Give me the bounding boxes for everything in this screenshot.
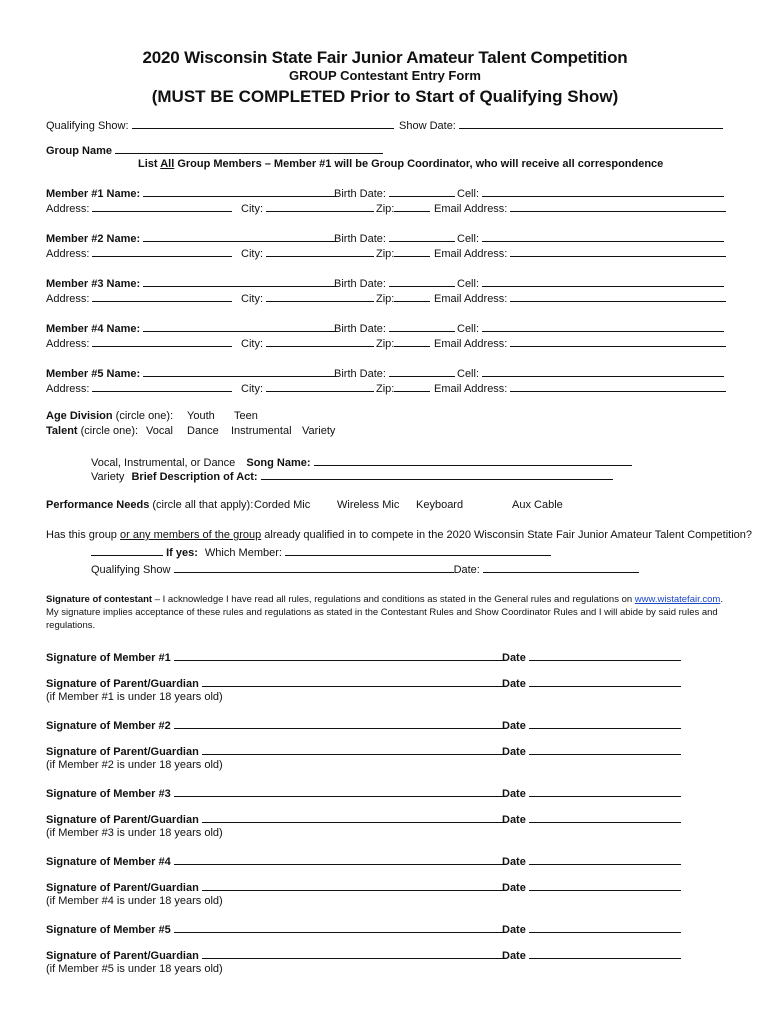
member-date-row — [502, 922, 681, 936]
member-signature-label: Signature of Member #5 — [46, 924, 171, 936]
show-date-field[interactable] — [459, 118, 723, 129]
email-label: Email Address: — [434, 293, 508, 305]
description-label: Brief Description of Act: — [131, 471, 258, 483]
zip-field[interactable] — [394, 291, 430, 302]
email-row — [434, 336, 726, 351]
need-option-aux-cable[interactable]: Aux Cable — [512, 499, 563, 511]
talent-option-dance[interactable]: Dance — [187, 425, 219, 437]
email-field[interactable] — [510, 336, 726, 347]
address-label: Address: — [46, 338, 90, 350]
city-row — [241, 201, 374, 216]
email-row — [434, 291, 726, 306]
which-member-label: Which Member: — [204, 547, 282, 559]
address-row — [46, 381, 232, 396]
qualifying-show-row — [46, 118, 394, 133]
qualifying-show-label: Qualifying Show: — [46, 120, 129, 132]
group-name-row — [46, 143, 383, 158]
birth-date-label: Birth Date: — [334, 368, 386, 380]
which-member-field[interactable] — [285, 545, 551, 556]
address-label: Address: — [46, 383, 90, 395]
need-option-corded-mic[interactable]: Corded Mic — [254, 499, 311, 511]
member-name-row — [46, 186, 337, 201]
guardian-date-label: Date — [502, 814, 526, 826]
email-field[interactable] — [510, 291, 726, 302]
email-row — [434, 201, 726, 216]
song-name-field[interactable] — [314, 455, 632, 466]
guardian-signature-row — [46, 948, 506, 962]
member-signature-field[interactable] — [174, 854, 504, 865]
email-field[interactable] — [510, 201, 726, 212]
cell-row — [457, 231, 724, 246]
zip-field[interactable] — [394, 246, 430, 257]
age-option-teen[interactable]: Teen — [234, 410, 258, 422]
talent-option-variety[interactable]: Variety — [302, 425, 336, 437]
member-name-label: Member #4 Name: — [46, 323, 141, 335]
age-division-label: Age Division — [46, 410, 113, 422]
birth-date-row — [334, 231, 455, 246]
description-field[interactable] — [261, 469, 613, 480]
zip-field[interactable] — [394, 381, 430, 392]
member-name-field[interactable] — [143, 231, 337, 242]
member-date-label: Date — [502, 720, 526, 732]
cell-field[interactable] — [482, 366, 724, 377]
address-row — [46, 336, 232, 351]
guardian-date-field[interactable] — [529, 676, 681, 687]
city-label: City: — [241, 248, 263, 260]
birth-date-row — [334, 276, 455, 291]
talent-option-vocal[interactable]: Vocal — [146, 425, 173, 437]
member-signature-row — [46, 922, 504, 936]
group-name-label: Group Name — [46, 145, 113, 157]
email-label: Email Address: — [434, 248, 508, 260]
city-field[interactable] — [266, 291, 374, 302]
member-date-field[interactable] — [529, 922, 681, 933]
address-field[interactable] — [92, 336, 232, 347]
zip-row — [376, 381, 430, 396]
cell-label: Cell: — [457, 233, 480, 245]
guardian-signature-field[interactable] — [202, 948, 506, 959]
member-date-row — [502, 718, 681, 732]
guardian-date-row — [502, 676, 681, 690]
member-name-row — [46, 321, 337, 336]
cell-field[interactable] — [482, 321, 724, 332]
address-label: Address: — [46, 248, 90, 260]
birth-date-field[interactable] — [389, 366, 455, 377]
guardian-signature-row — [46, 676, 506, 690]
cell-row — [457, 366, 724, 381]
guardian-signature-label: Signature of Parent/Guardian — [46, 678, 199, 690]
zip-label: Zip: — [376, 293, 395, 305]
guardian-signature-field[interactable] — [202, 880, 506, 891]
prior-date-field[interactable] — [483, 562, 639, 573]
birth-date-field[interactable] — [389, 231, 455, 242]
birth-date-label: Birth Date: — [334, 233, 386, 245]
address-row — [46, 201, 232, 216]
city-field[interactable] — [266, 246, 374, 257]
address-label: Address: — [46, 203, 90, 215]
email-row — [434, 381, 726, 396]
member-signature-label: Signature of Member #1 — [46, 652, 171, 664]
guardian-date-label: Date — [502, 746, 526, 758]
zip-label: Zip: — [376, 383, 395, 395]
cell-field[interactable] — [482, 186, 724, 197]
member-date-row — [502, 786, 681, 800]
guardian-signature-row — [46, 880, 506, 894]
member-signature-label: Signature of Member #4 — [46, 856, 171, 868]
cell-field[interactable] — [482, 276, 724, 287]
wistatefair-link[interactable]: www.wistatefair.com — [634, 594, 721, 605]
birth-date-field[interactable] — [389, 186, 455, 197]
guardian-signature-label: Signature of Parent/Guardian — [46, 814, 199, 826]
group-name-field[interactable] — [115, 143, 383, 154]
member-name-label: Member #1 Name: — [46, 188, 141, 200]
member-date-field[interactable] — [529, 718, 681, 729]
city-row — [241, 291, 374, 306]
guardian-signature-field[interactable] — [202, 676, 506, 687]
cell-row — [457, 321, 724, 336]
show-date-label: Show Date: — [399, 120, 456, 132]
guardian-signature-label: Signature of Parent/Guardian — [46, 882, 199, 894]
email-label: Email Address: — [434, 338, 508, 350]
member-name-row — [46, 366, 337, 381]
city-label: City: — [241, 383, 263, 395]
guardian-signature-label: Signature of Parent/Guardian — [46, 746, 199, 758]
city-label: City: — [241, 203, 263, 215]
birth-date-label: Birth Date: — [334, 278, 386, 290]
zip-label: Zip: — [376, 338, 395, 350]
guardian-date-field[interactable] — [529, 744, 681, 755]
member-date-label: Date — [502, 788, 526, 800]
guardian-signature-field[interactable] — [202, 744, 506, 755]
email-field[interactable] — [510, 246, 726, 257]
age-division-row: Age Division (circle one): — [46, 410, 174, 422]
birth-date-label: Birth Date: — [334, 323, 386, 335]
member-date-label: Date — [502, 652, 526, 664]
birth-date-row — [334, 186, 455, 201]
birth-date-field[interactable] — [389, 321, 455, 332]
address-field[interactable] — [92, 291, 232, 302]
email-label: Email Address: — [434, 203, 508, 215]
song-name-row: Vocal, Instrumental, or Dance Song Name: — [91, 455, 632, 470]
member-name-field[interactable] — [143, 276, 337, 287]
guardian-date-label: Date — [502, 950, 526, 962]
cell-row — [457, 186, 724, 201]
if-yes-row — [91, 545, 551, 560]
address-row — [46, 291, 232, 306]
guardian-note: (if Member #2 is under 18 years old) — [46, 759, 223, 771]
zip-row — [376, 291, 430, 306]
guardian-note: (if Member #3 is under 18 years old) — [46, 827, 223, 839]
zip-field[interactable] — [394, 336, 430, 347]
list-members-instruction: List All Group Members – Member #1 will be Group Coordinator, who will receive all correspondence — [138, 158, 664, 170]
song-name-label: Song Name: — [246, 457, 311, 469]
zip-label: Zip: — [376, 203, 395, 215]
member-signature-row — [46, 854, 504, 868]
city-field[interactable] — [266, 201, 374, 212]
member-name-label: Member #5 Name: — [46, 368, 141, 380]
member-signature-row — [46, 786, 504, 800]
show-date-row — [399, 118, 723, 133]
member-signature-label: Signature of Member #2 — [46, 720, 171, 732]
member-date-field[interactable] — [529, 650, 681, 661]
performance-needs-label: Performance Needs — [46, 499, 150, 511]
member-date-row — [502, 854, 681, 868]
zip-label: Zip: — [376, 248, 395, 260]
guardian-signature-row — [46, 812, 506, 826]
member-date-field[interactable] — [529, 854, 681, 865]
guardian-signature-row — [46, 744, 506, 758]
guardian-date-label: Date — [502, 678, 526, 690]
zip-row — [376, 246, 430, 261]
zip-row — [376, 201, 430, 216]
city-row — [241, 381, 374, 396]
member-name-row — [46, 231, 337, 246]
age-option-youth[interactable]: Youth — [187, 410, 215, 422]
description-row: Variety Brief Description of Act: — [91, 469, 613, 484]
member-date-field[interactable] — [529, 786, 681, 797]
qualified-question: Has this group or any members of the group already qualified in to compete in the 2020 Wisconsin State Fair Junior Amateur Talent Competition? — [46, 529, 753, 541]
cell-label: Cell: — [457, 188, 480, 200]
signature-acknowledgement: Signature of contestant – I acknowledge I have read all rules, regulations and conditions as stated in the General rules and regulations on www.wistatefair.com. My signature implies acceptance of these rules and regulations as stated in the Contestant Rules and Show Coordinator Rules and I will abide by said rules and regulations. — [46, 594, 723, 631]
member-signature-row — [46, 718, 504, 732]
email-row — [434, 246, 726, 261]
guardian-signature-field[interactable] — [202, 812, 506, 823]
address-field[interactable] — [92, 246, 232, 257]
prior-date-label: Date: — [453, 564, 480, 576]
talent-row: Talent (circle one): — [46, 425, 139, 437]
prior-qualifying-row — [91, 562, 639, 577]
city-field[interactable] — [266, 336, 374, 347]
if-yes-label: If yes: — [166, 547, 198, 559]
member-name-field[interactable] — [143, 366, 337, 377]
member-date-row — [502, 650, 681, 664]
member-date-label: Date — [502, 856, 526, 868]
need-option-wireless-mic[interactable]: Wireless Mic — [337, 499, 400, 511]
guardian-date-row — [502, 880, 681, 894]
email-label: Email Address: — [434, 383, 508, 395]
address-field[interactable] — [92, 381, 232, 392]
member-signature-field[interactable] — [174, 922, 504, 933]
talent-label: Talent — [46, 425, 78, 437]
cell-field[interactable] — [482, 231, 724, 242]
cell-label: Cell: — [457, 368, 480, 380]
member-name-row — [46, 276, 337, 291]
cell-label: Cell: — [457, 323, 480, 335]
member-signature-row — [46, 650, 504, 664]
performance-needs-row: Performance Needs (circle all that apply): — [46, 499, 254, 511]
guardian-signature-label: Signature of Parent/Guardian — [46, 950, 199, 962]
guardian-note: (if Member #5 is under 18 years old) — [46, 963, 223, 975]
member-signature-field[interactable] — [174, 718, 504, 729]
city-row — [241, 246, 374, 261]
guardian-date-field[interactable] — [529, 880, 681, 891]
city-label: City: — [241, 338, 263, 350]
zip-field[interactable] — [394, 201, 430, 212]
email-field[interactable] — [510, 381, 726, 392]
cell-row — [457, 276, 724, 291]
address-field[interactable] — [92, 201, 232, 212]
city-label: City: — [241, 293, 263, 305]
form-subtitle: GROUP Contestant Entry Form — [289, 68, 481, 83]
city-row — [241, 336, 374, 351]
form-notice: (MUST BE COMPLETED Prior to Start of Qualifying Show) — [151, 87, 619, 106]
city-field[interactable] — [266, 381, 374, 392]
birth-date-label: Birth Date: — [334, 188, 386, 200]
cell-label: Cell: — [457, 278, 480, 290]
form-title: 2020 Wisconsin State Fair Junior Amateur Talent Competition — [142, 48, 628, 67]
guardian-date-field[interactable] — [529, 948, 681, 959]
member-signature-field[interactable] — [174, 786, 504, 797]
guardian-date-row — [502, 744, 681, 758]
address-row — [46, 246, 232, 261]
member-name-label: Member #2 Name: — [46, 233, 141, 245]
member-name-label: Member #3 Name: — [46, 278, 141, 290]
address-label: Address: — [46, 293, 90, 305]
guardian-date-label: Date — [502, 882, 526, 894]
guardian-date-row — [502, 812, 681, 826]
qualifying-show-field[interactable] — [132, 118, 394, 129]
birth-date-row — [334, 366, 455, 381]
guardian-date-row — [502, 948, 681, 962]
member-signature-field[interactable] — [174, 650, 504, 661]
birth-date-field[interactable] — [389, 276, 455, 287]
talent-option-instrumental[interactable]: Instrumental — [231, 425, 292, 437]
member-date-label: Date — [502, 924, 526, 936]
guardian-date-field[interactable] — [529, 812, 681, 823]
member-signature-label: Signature of Member #3 — [46, 788, 171, 800]
zip-row — [376, 336, 430, 351]
qualified-answer-field[interactable] — [91, 545, 163, 556]
prior-qualifying-show-label: Qualifying Show — [91, 564, 171, 576]
member-name-field[interactable] — [143, 186, 337, 197]
birth-date-row — [334, 321, 455, 336]
member-name-field[interactable] — [143, 321, 337, 332]
prior-qualifying-show-field[interactable] — [174, 562, 454, 573]
need-option-keyboard[interactable]: Keyboard — [416, 499, 464, 511]
guardian-note: (if Member #4 is under 18 years old) — [46, 895, 223, 907]
guardian-note: (if Member #1 is under 18 years old) — [46, 691, 223, 703]
